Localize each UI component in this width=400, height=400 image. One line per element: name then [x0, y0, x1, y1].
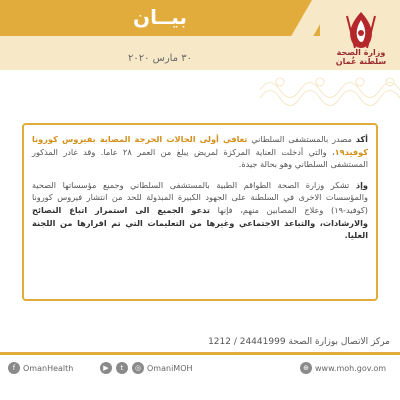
page-title: بيــان	[133, 5, 187, 29]
social-instagram[interactable]	[132, 362, 193, 374]
p1-lead: أكد	[355, 134, 368, 144]
statement-date: ٣٠ مارس ٢٠٢٠	[127, 53, 193, 64]
twitter-icon: t	[116, 362, 128, 374]
statement-body	[32, 133, 368, 250]
instagram-icon: ◎	[132, 362, 144, 374]
social-youtube[interactable]	[100, 362, 112, 374]
p1-text-a: مصدر بالمستشفى السلطاني	[247, 134, 356, 144]
footer-bar	[0, 356, 400, 400]
statement-card	[22, 123, 378, 301]
facebook-icon: f	[8, 362, 20, 374]
statement-paragraph-2	[32, 179, 368, 242]
p1-highlight: تعافي أولى الحالات الحرجة المصابة بفيروس كورونا كوفيد١٩	[32, 134, 368, 157]
ministry-name-line1: وزارة الصحة	[336, 48, 386, 57]
p1-text-b: ، والتي أدخلت العناية المركزة لمريض يبلغ من العمر ٢٨ عاما. وقد غادر المذكور المستشفى السلطاني وهو بحالة جيدة.	[32, 146, 368, 170]
instagram-handle: OmaniMOH	[147, 363, 193, 373]
youtube-icon: ▶	[100, 362, 112, 374]
statement-paragraph-1	[32, 133, 368, 171]
ministry-name-line2: سلطنة عُمان	[335, 57, 387, 66]
p2-bold: تدعو الجميع الى استمرار اتباع النصائح والارشادات، والتباعد الاجتماعي وغيرها من التعليمات التي تم اقرارها من اللجنة العليا.	[32, 204, 368, 241]
contact-center: مركز الاتصال بوزارة الصحة 24441999 / 1212	[208, 337, 390, 347]
header-banner	[0, 0, 400, 70]
p2-text-a: تشكر وزارة الصحة الطواقم الطبية بالمستشفى السلطاني وجميع مؤسساتها الصحية والمؤسسات الاخرى في السلطنة على الجهود الكبيرة المبذولة للحد من انتشار فيروس كورونا (كوفيد-١٩) وعلاج المصابين منهم، فإنها	[32, 179, 368, 215]
facebook-handle: OmanHealth	[23, 363, 74, 373]
social-twitter[interactable]	[116, 362, 128, 374]
social-facebook[interactable]	[8, 362, 73, 374]
social-website[interactable]	[300, 362, 386, 374]
website-url: www.moh.gov.om	[315, 363, 387, 373]
ministry-name	[322, 48, 400, 66]
web-icon: ⊕	[300, 362, 312, 374]
decorative-pattern	[260, 70, 400, 110]
footer-divider	[0, 352, 400, 355]
p2-lead: وإذ	[355, 179, 368, 190]
